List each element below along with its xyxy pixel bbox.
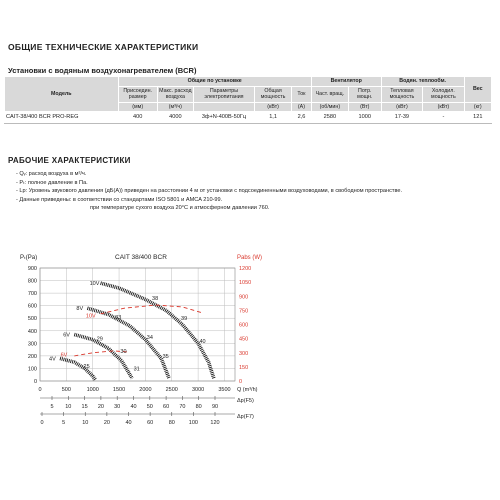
y-tick-label: 600 (27, 303, 37, 310)
curve-label: 8V (76, 306, 84, 313)
dp-f5-label: Δp(F5) (237, 398, 254, 404)
col-header: Част. вращ. (311, 86, 348, 102)
dp-f5-tick-label: 80 (195, 404, 202, 410)
col-unit: (Вт) (348, 102, 381, 112)
table-cell: 17-39 (381, 112, 422, 124)
group-general: Общие по установке (118, 77, 311, 87)
noise-label: 29 (96, 336, 103, 343)
model-header: Модель (5, 77, 119, 112)
note-item: - Pₜ: полное давление в Па. (16, 179, 88, 186)
section-title: РАБОЧИЕ ХАРАКТЕРИСТИКИ (8, 156, 131, 165)
col-unit: (кг) (464, 102, 491, 112)
note-item: - Lp: Уровень звукового давления (дБ(А)) приведен на расстоянии 4 м от установки с подсоединенными воздуховодами, в свободном пространстве. (16, 188, 403, 195)
dp-f7-tick-label: 120 (210, 420, 220, 426)
noise-label: 39 (181, 316, 188, 323)
col-unit: (мм) (118, 102, 157, 112)
dp-f5-tick-label: 70 (179, 404, 186, 410)
group-heater: Водян. теплообм. (381, 77, 464, 87)
y-tick-label: 700 (27, 291, 37, 298)
dp-f5-tick-label: 30 (114, 404, 121, 410)
table-cell: 4000 (157, 112, 193, 124)
curve-label: 4V (49, 356, 56, 363)
table-cell: 400 (118, 112, 157, 124)
col-header: Присоедин. размер (118, 86, 157, 102)
col-header: Макс. расход воздуха (159, 87, 192, 100)
y-tick-label: 500 (27, 316, 37, 323)
curve-label: 10V (89, 281, 100, 288)
table-cell: - (423, 112, 464, 124)
col-header: Потр. мощн. (348, 86, 381, 102)
col-header: Холодил. мощность (423, 86, 464, 102)
dp-f7-tick-label: 60 (147, 420, 154, 426)
x-tick-label: 3500 (218, 387, 231, 393)
note-item: - Данные приведены: в соответствии со стандартами ISO 5801 и AMCA 210-99. (16, 196, 223, 203)
noise-label: 33 (115, 314, 122, 321)
y-tick-label: 300 (27, 341, 37, 348)
y-right-axis-label: Pabs (W) (237, 255, 263, 261)
dp-f5-tick-label: 60 (163, 404, 170, 410)
y-right-tick-label: 300 (239, 350, 249, 357)
col-unit: (об/мин) (311, 102, 348, 112)
page-title: ОБЩИЕ ТЕХНИЧЕСКИЕ ХАРАКТЕРИСТИКИ (8, 42, 199, 52)
y-tick-label: 200 (27, 353, 37, 360)
col-header: Параметры электропитания (193, 86, 254, 102)
table-cell: 2580 (311, 112, 348, 124)
power-curve-label: 6V (60, 352, 68, 359)
y-tick-label: 900 (27, 266, 37, 272)
curve-label: 6V (63, 332, 70, 339)
x-tick-label: 0 (38, 387, 42, 393)
curve-4v (60, 358, 95, 379)
col-unit: (м³/ч) (157, 102, 193, 112)
dp-f7-tick-label: 20 (103, 420, 110, 426)
dp-f5-tick-label: 10 (65, 404, 72, 410)
dp-f5-tick-label: 20 (97, 404, 104, 410)
y-axis-label: Pₜ(Pa) (20, 255, 38, 261)
y-tick-label: 0 (33, 379, 37, 385)
note-item: - Qᵥ: расход воздуха в м³/ч. (16, 171, 87, 177)
dp-f7-tick-label: 100 (188, 420, 198, 426)
noise-label: 40 (199, 338, 206, 345)
table-cell: 121 (464, 112, 491, 124)
y-right-tick-label: 600 (239, 322, 249, 329)
table-cell: 1000 (348, 112, 381, 124)
dp-f5-tick-label: 5 (50, 404, 54, 410)
note-item: при температуре сухого воздуха 20°C и атмосферном давлении 760. (90, 205, 270, 212)
plot-frame (40, 268, 235, 381)
dp-f7-tick-label: 0 (40, 420, 44, 426)
dp-f7-label: Δp(F7) (237, 414, 254, 420)
y-right-tick-label: 150 (239, 364, 249, 371)
noise-label: 25 (83, 363, 90, 370)
col-unit: (кВт) (381, 102, 422, 112)
group-fan: Вентилятор (311, 77, 381, 87)
y-right-tick-label: 0 (239, 379, 243, 385)
table-cell: 1,1 (255, 112, 292, 124)
dp-f5-tick-label: 90 (211, 404, 219, 410)
dp-f7-tick-label: 40 (125, 420, 132, 426)
col-header: Ток (292, 86, 312, 102)
dp-f7-tick-label: 10 (82, 420, 89, 426)
x-tick-label: 1000 (86, 387, 99, 393)
y-tick-label: 800 (27, 278, 37, 285)
y-right-tick-label: 1200 (239, 266, 252, 272)
x-tick-label: 3000 (191, 387, 205, 393)
y-tick-label: 400 (27, 328, 37, 335)
dp-f7-tick-label: 80 (168, 420, 175, 426)
x-tick-label: 2500 (165, 387, 178, 393)
y-tick-label: 100 (27, 366, 37, 373)
noise-label: 30 (120, 348, 127, 355)
power-curve-label: 10V (85, 313, 96, 320)
x-tick-label: 2000 (139, 387, 152, 393)
x-axis-label: Q (m³/h) (237, 387, 258, 393)
chart-title: CAIT 38/400 BCR (115, 254, 167, 261)
table-cell-model: CAIT-38/400 BCR PRO-REG (5, 112, 119, 124)
col-header: Тепловая мощность (381, 86, 422, 102)
table-cell: 3ф+N-400В-50Гц (193, 112, 254, 124)
noise-label: 38 (152, 296, 159, 303)
noise-label: 34 (146, 335, 153, 342)
power-curve-10v (101, 305, 204, 314)
col-header: Общая мощность (255, 86, 292, 102)
x-tick-label: 1500 (112, 387, 126, 393)
y-right-tick-label: 1050 (239, 280, 252, 287)
dp-f5-tick-label: 15 (81, 404, 88, 410)
x-tick-label: 500 (61, 387, 71, 393)
col-unit: (кВт) (255, 102, 292, 112)
dp-f7-tick-label: 5 (62, 420, 66, 426)
noise-label: 35 (162, 353, 169, 360)
noise-label: 31 (133, 366, 140, 373)
weight-header: Вес (464, 77, 491, 103)
col-unit: (A) (292, 102, 312, 112)
col-unit: (кВт) (423, 102, 464, 112)
table-subtitle: Установки с водяным воздухонагревателем (BCR) (8, 66, 197, 75)
dp-f5-tick-label: 40 (130, 404, 137, 410)
dp-f5-tick-label: 50 (146, 404, 153, 410)
y-right-tick-label: 750 (239, 308, 249, 315)
table-cell: 2,6 (292, 112, 312, 124)
y-right-tick-label: 450 (239, 336, 249, 343)
y-right-tick-label: 900 (239, 294, 249, 301)
curve-6v (74, 335, 132, 379)
